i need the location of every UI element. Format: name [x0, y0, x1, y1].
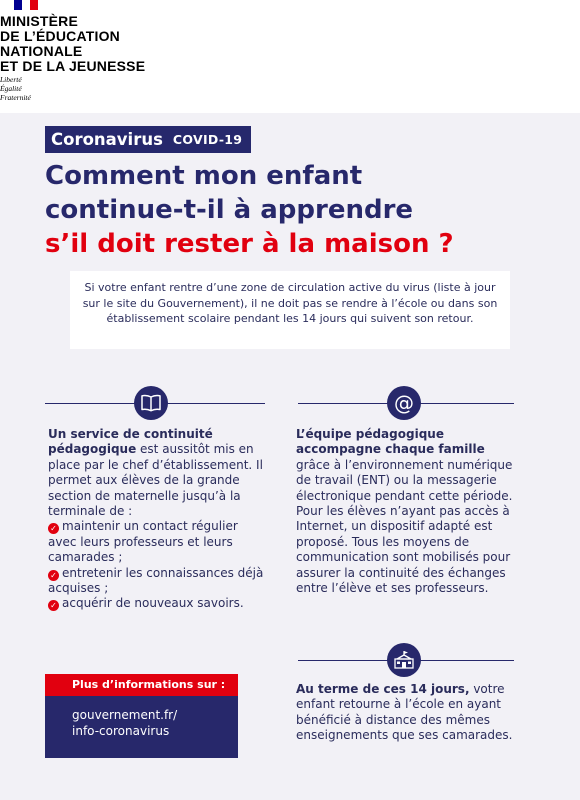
intro-text: Si votre enfant rentre d’une zone de circulation active du virus (liste à jour sur le site du Gouvernement), il ne doit pas se rendre à l’école ou dans son établissement scolaire pendant les 14 jours qui suivent son retour. — [70, 271, 510, 349]
list-item: ✓ maintenir un contact régulier avec leurs professeurs et leurs camarades ; — [48, 519, 238, 565]
bottom-lead-rest: votre enfant retourne à l’école en ayant bénéficié à distance des mêmes enseignements que ses camarades. — [296, 682, 513, 743]
right-lead-bold: L’équipe pédagogique accompagne chaque famille — [296, 427, 485, 457]
republic-motto: Liberté Égalité Fraternité — [0, 75, 31, 102]
left-lead-bold: Un service de continuité pédagogique — [48, 427, 213, 457]
right-column — [296, 427, 516, 596]
coronavirus-tag — [45, 126, 251, 153]
more-info-box — [45, 674, 238, 758]
left-column — [48, 427, 268, 612]
list-item: ✓ acquérir de nouveaux savoirs. — [48, 596, 268, 611]
page-title: Comment mon enfant continue-t-il à apprendre s’il doit rester à la maison ? — [45, 161, 454, 259]
french-flag-icon — [14, 0, 38, 10]
ministry-name: MINISTÈRE DE L’ÉDUCATION NATIONALE ET DE LA JEUNESSE — [0, 13, 146, 74]
book-icon — [134, 386, 168, 420]
tag-sub: COVID-19 — [172, 132, 243, 147]
list-item: ✓ entretenir les connaissances déjà acquises ; — [48, 565, 264, 596]
bottom-right-text — [296, 682, 518, 744]
right-lead-rest: grâce à l’environnement numérique de travail (ENT) ou la messagerie électronique pendant cette période. Pour les élèves n’ayant pas accès à Internet, un dispositif adapté est proposé. Tous les moyens de communication sont mobilisés pour assurer la continuité des échanges entre l’élève et ses professeurs. — [296, 457, 513, 596]
ministry-header — [0, 0, 580, 113]
check-icon: ✓ — [48, 600, 59, 611]
left-lead-rest: est aussitôt mis en place par le chef d’établissement. Il permet aux élèves de la grande section de maternelle jusqu’à la terminale de : — [48, 442, 263, 519]
more-info-heading: Plus d’informations sur : — [45, 674, 238, 696]
at-sign-icon: @ — [387, 386, 421, 420]
school-building-icon — [387, 643, 421, 677]
info-link[interactable]: gouvernement.fr/ info-coronavirus — [45, 696, 238, 758]
tag-main: Coronavirus — [51, 130, 163, 149]
check-icon: ✓ — [48, 523, 59, 534]
bottom-lead-bold: Au terme de ces 14 jours, — [296, 682, 470, 696]
check-icon: ✓ — [48, 570, 59, 581]
